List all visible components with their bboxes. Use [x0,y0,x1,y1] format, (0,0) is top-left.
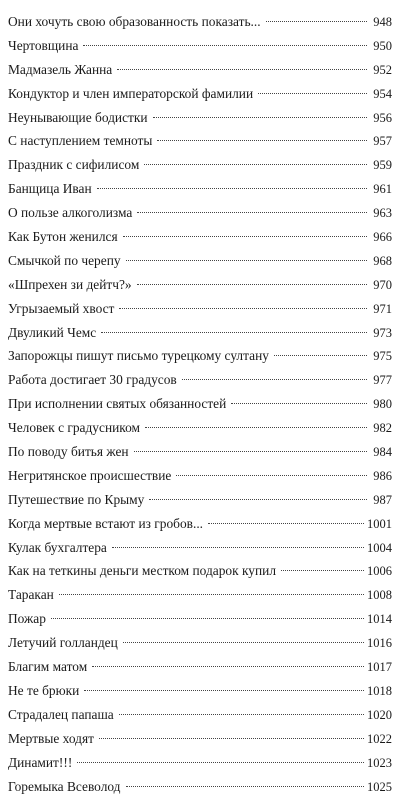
dot-leader [144,164,367,165]
dot-leader [134,451,367,452]
toc-entry [8,321,392,345]
toc-entry [8,703,392,727]
toc-entry-page-number: 1016 [367,632,392,656]
toc-entry-title: Мадмазель Жанна [8,58,114,82]
toc-entry [8,129,392,153]
toc-entry [8,751,392,775]
toc-entry-page-number: 982 [370,417,392,441]
dot-leader [157,140,367,141]
toc-entry-title: «Шпрехен зи дейтч?» [8,273,134,297]
dot-leader [77,762,364,763]
toc-entry [8,679,392,703]
toc-entry-title: Кулак бухгалтера [8,536,109,560]
table-of-contents [8,10,392,798]
toc-entry-page-number: 1014 [367,608,392,632]
toc-entry-title: Чертовщина [8,34,80,58]
toc-entry-page-number: 971 [370,298,392,322]
toc-entry-page-number: 975 [370,345,392,369]
toc-entry-title: Благим матом [8,655,89,679]
toc-entry [8,440,392,464]
dot-leader [266,21,367,22]
dot-leader [145,427,367,428]
toc-entry-title: Работа достигает 30 градусов [8,368,179,392]
toc-entry-page-number: 961 [370,178,392,202]
toc-entry-title: Как на теткины деньги местком подарок купил [8,559,278,583]
toc-entry-page-number: 1025 [367,776,392,799]
toc-entry-page-number: 963 [370,202,392,226]
toc-entry-title: Кондуктор и член императорской фамилии [8,82,255,106]
toc-entry [8,153,392,177]
toc-entry-page-number: 952 [370,59,392,83]
toc-entry-page-number: 966 [370,226,392,250]
toc-entry-page-number: 977 [370,369,392,393]
toc-entry-page-number: 970 [370,274,392,298]
toc-entry-title: По поводу битья жен [8,440,131,464]
toc-entry-title: Негритянское происшествие [8,464,173,488]
toc-entry [8,297,392,321]
dot-leader [123,642,364,643]
dot-leader [101,332,367,333]
dot-leader [92,666,364,667]
dot-leader [281,570,364,571]
dot-leader [97,188,367,189]
toc-entry-title: Смычкой по черепу [8,249,123,273]
dot-leader [137,212,367,213]
dot-leader [126,786,365,787]
dot-leader [119,308,367,309]
toc-entry-page-number: 954 [370,83,392,107]
toc-entry-page-number: 986 [370,465,392,489]
toc-entry-page-number: 1020 [367,704,392,728]
toc-entry [8,464,392,488]
toc-entry [8,249,392,273]
toc-entry [8,106,392,130]
toc-entry-title: Банщица Иван [8,177,94,201]
toc-entry-page-number: 957 [370,130,392,154]
toc-entry-page-number: 980 [370,393,392,417]
toc-entry [8,607,392,631]
toc-entry-page-number: 1017 [367,656,392,680]
dot-leader [258,93,367,94]
toc-entry-title: Не те брюки [8,679,81,703]
toc-entry-title: Когда мертвые встают из гробов... [8,512,205,536]
toc-entry [8,512,392,536]
toc-entry-title: Динамит!!! [8,751,74,775]
dot-leader [59,594,364,595]
dot-leader [112,547,364,548]
toc-entry [8,34,392,58]
toc-entry [8,344,392,368]
dot-leader [176,475,367,476]
toc-entry-title: При исполнении святых обязанностей [8,392,228,416]
dot-leader [117,69,367,70]
toc-entry-page-number: 959 [370,154,392,178]
toc-entry-title: Мертвые ходят [8,727,96,751]
toc-entry-title: Страдалец папаша [8,703,116,727]
dot-leader [119,714,364,715]
toc-entry-title: Горемыка Всеволод [8,775,123,799]
toc-entry-page-number: 1022 [367,728,392,752]
toc-entry-page-number: 973 [370,322,392,346]
toc-entry-page-number: 1001 [367,513,392,537]
toc-entry [8,177,392,201]
dot-leader [153,117,367,118]
toc-entry [8,631,392,655]
dot-leader [182,379,367,380]
toc-entry [8,273,392,297]
toc-entry-title: Двуликий Чемс [8,321,98,345]
toc-entry [8,559,392,583]
dot-leader [83,45,367,46]
toc-entry-title: Угрызаемый хвост [8,297,116,321]
toc-entry [8,225,392,249]
toc-entry [8,416,392,440]
toc-entry [8,655,392,679]
toc-entry-page-number: 956 [370,107,392,131]
dot-leader [84,690,364,691]
toc-entry-page-number: 1008 [367,584,392,608]
dot-leader [99,738,364,739]
toc-entry-title: О пользе алкоголизма [8,201,134,225]
toc-entry [8,727,392,751]
dot-leader [51,618,364,619]
toc-entry [8,58,392,82]
dot-leader [149,499,367,500]
toc-entry [8,488,392,512]
toc-entry [8,201,392,225]
dot-leader [274,355,367,356]
toc-entry-title: Человек с градусником [8,416,142,440]
toc-entry-page-number: 1018 [367,680,392,704]
dot-leader [126,260,367,261]
toc-entry-title: Запорожцы пишут письмо турецкому султану [8,344,271,368]
toc-entry-page-number: 987 [370,489,392,513]
toc-entry-page-number: 984 [370,441,392,465]
toc-entry [8,775,392,799]
toc-entry-page-number: 1023 [367,752,392,776]
toc-entry [8,536,392,560]
toc-entry-title: Они хочуть свою образованность показать... [8,10,263,34]
toc-entry-title: Как Бутон женился [8,225,120,249]
toc-entry [8,368,392,392]
toc-entry-title: Таракан [8,583,56,607]
toc-entry-page-number: 1004 [367,537,392,561]
dot-leader [231,403,367,404]
toc-entry-title: Пожар [8,607,48,631]
toc-entry [8,392,392,416]
toc-entry-page-number: 950 [370,35,392,59]
toc-entry-title: С наступлением темноты [8,129,154,153]
dot-leader [208,523,364,524]
toc-entry-title: Неунывающие бодистки [8,106,150,130]
dot-leader [137,284,367,285]
toc-entry-title: Праздник с сифилисом [8,153,141,177]
toc-entry [8,10,392,34]
toc-entry [8,82,392,106]
toc-entry-page-number: 968 [370,250,392,274]
dot-leader [123,236,367,237]
toc-entry-page-number: 948 [370,11,392,35]
toc-entry [8,583,392,607]
toc-entry-title: Летучий голландец [8,631,120,655]
toc-entry-title: Путешествие по Крыму [8,488,146,512]
toc-entry-page-number: 1006 [367,560,392,584]
